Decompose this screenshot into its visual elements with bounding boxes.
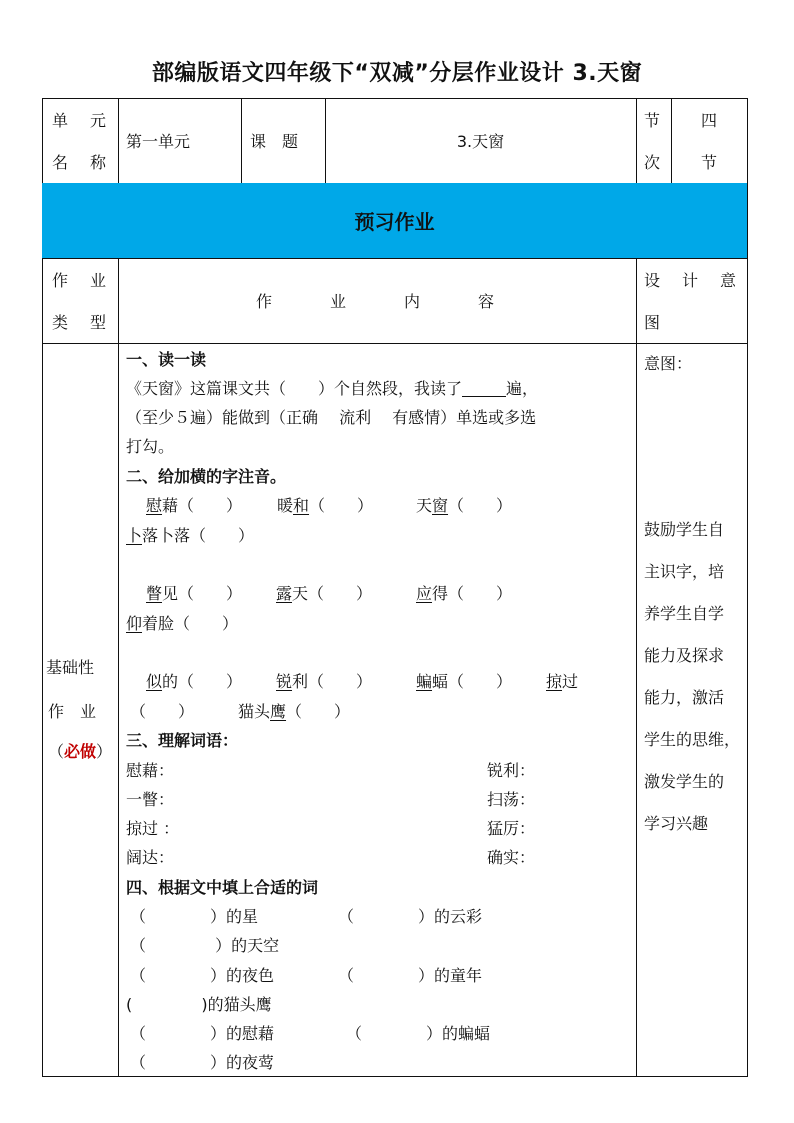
intent-line: 鼓励学生自: [644, 520, 725, 539]
col-intent-label-2: 图: [644, 313, 661, 332]
intent-line: 能力，激活: [644, 688, 725, 707]
pinyin-item: 应得（ ）: [416, 584, 513, 603]
fill-item: ( )的猫头鹰: [126, 995, 272, 1014]
session-label-2: 次: [644, 153, 661, 172]
s1-line-2: （至少５遍）能做到（正确 流利 有感情）单选或多选: [126, 408, 537, 427]
topic-value: 3.天窗: [456, 132, 505, 151]
s1-line-3: 打勾。: [126, 437, 175, 456]
session-label-1: 节: [644, 111, 661, 130]
col-type-label-2: 类 型: [52, 313, 107, 332]
fill-item: （ ）的云彩: [338, 907, 483, 926]
pinyin-item: 卜落卜落（ ）: [126, 526, 255, 545]
session-value-2: 节: [701, 153, 718, 172]
pinyin-item: 慰藉（ ）: [146, 496, 243, 515]
fill-item: （ ）的童年: [338, 966, 483, 985]
section-1-title: 一、读一读: [126, 350, 207, 369]
pinyin-item: 天窗（ ）: [416, 496, 513, 515]
term-item: 扫荡：: [487, 790, 536, 809]
section-4-title: 四、根据文中填上合适的词: [126, 878, 319, 897]
s1-line-1: 《天窗》这篇课文共（ ）个自然段，我读了 遍，: [126, 379, 539, 398]
pinyin-item: 露天（ ）: [276, 584, 373, 603]
pinyin-item: 猫头鹰（ ）: [238, 702, 351, 721]
pinyin-item: 掠过: [546, 672, 579, 691]
intent-line: 激发学生的: [644, 772, 725, 791]
pinyin-item: 似的（ ）: [146, 672, 243, 691]
term-item: 猛厉：: [487, 819, 536, 838]
intent-line: 学习兴趣: [644, 814, 709, 833]
term-item: 掠过 ：: [126, 819, 180, 838]
unit-label: 单 元: [52, 111, 107, 130]
fill-item: （ ）的星: [130, 907, 259, 926]
pinyin-item: 蝙蝠（ ）: [416, 672, 513, 691]
pinyin-item: 暖和（ ）: [277, 496, 374, 515]
intent-line: 学生的思维，: [644, 730, 741, 749]
intent-line: 养学生自学: [644, 604, 725, 623]
intent-line: 能力及探求: [644, 646, 725, 665]
intent-heading: 意图：: [644, 354, 693, 373]
term-item: 锐利：: [487, 761, 536, 780]
pinyin-item: 仰着脸（ ）: [126, 614, 239, 633]
page-title: 部编版语文四年级下“双减”分层作业设计 3.天窗: [151, 61, 643, 86]
term-item: 一瞥：: [126, 790, 175, 809]
unit-label-2: 名 称: [52, 153, 107, 172]
section-2-title: 二、给加横的字注音。: [126, 467, 287, 486]
count-blank[interactable]: [462, 382, 506, 397]
pinyin-item: 瞥见（ ）: [146, 584, 243, 603]
term-item: 确实：: [487, 848, 536, 867]
fill-item: （ ）的夜色: [130, 966, 275, 985]
intent-line: 主识字，培: [644, 562, 725, 581]
section-3-title: 三、理解词语：: [126, 731, 239, 750]
col-content-label: 作 业 内 容: [256, 292, 495, 311]
pinyin-item: （ ）: [130, 702, 195, 721]
fill-item: （ ）的慰藉: [130, 1024, 275, 1043]
topic-label: 课 题: [250, 132, 299, 151]
type-required: （必做）: [48, 742, 113, 761]
col-intent-label: 设 计 意: [644, 271, 737, 290]
section-banner-title: 预习作业: [354, 210, 435, 234]
term-item: 慰藉：: [126, 761, 175, 780]
session-value-1: 四: [701, 111, 718, 130]
col-type-label: 作 业: [52, 271, 107, 290]
type-homework: 作 业: [48, 702, 97, 721]
fill-item: （ ）的天空: [130, 936, 280, 955]
fill-item: （ ）的蝙蝠: [346, 1024, 491, 1043]
term-item: 阔达：: [126, 848, 175, 867]
type-basic: 基础性: [46, 658, 95, 677]
fill-item: （ ）的夜莺: [130, 1053, 275, 1072]
pinyin-item: 锐利（ ）: [276, 672, 373, 691]
unit-value: 第一单元: [126, 132, 191, 151]
